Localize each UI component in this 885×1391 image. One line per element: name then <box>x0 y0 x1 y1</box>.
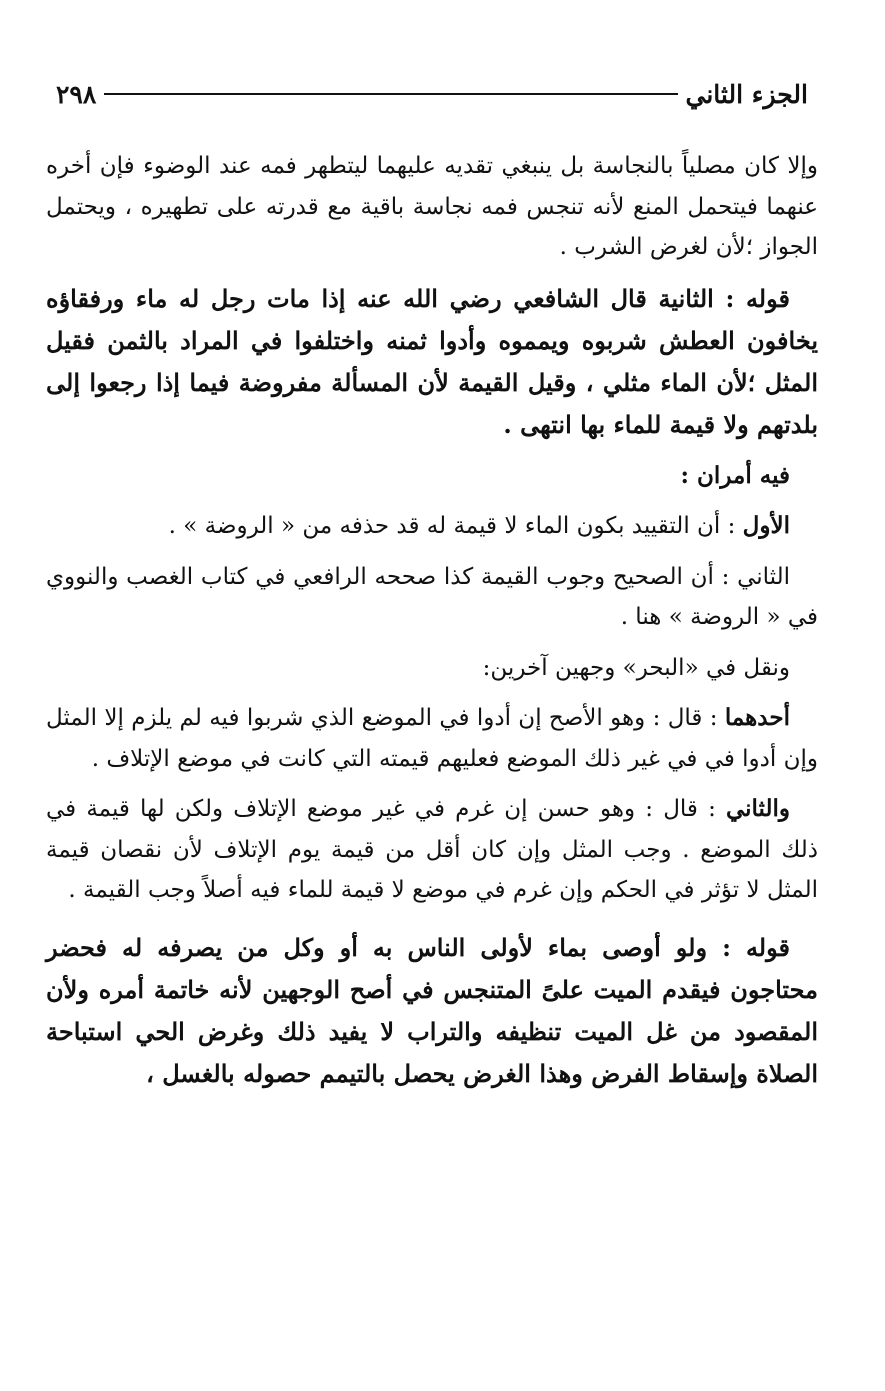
paragraph-lead: الأول <box>742 512 790 539</box>
paragraph-8 <box>46 789 818 911</box>
page-number: ٢٩٨ <box>56 79 97 109</box>
paragraph-6 <box>46 648 818 689</box>
paragraph-1 <box>46 146 818 268</box>
paragraph-7 <box>46 698 818 779</box>
page-body <box>46 146 818 1095</box>
paragraph-text: : قال : وهو حسن إن غرم في غير موضع الإتلاف ولكن لها قيمة في ذلك الموضع . وجب المثل وإن كان أقل من قيمة يوم الإتلاف لأن نقصان قيمة المثل لا تؤثر في الحكم وإن غرم في موضع لا قيمة للماء فيه أصلاً وجب القيمة . <box>46 796 818 903</box>
book-page <box>46 76 818 1105</box>
running-header <box>46 76 818 112</box>
paragraph-text: الثاني : أن الصحيح وجوب القيمة كذا صححه الرافعي في كتاب الغصب والنووي في « الروضة » هنا . <box>46 563 818 630</box>
paragraph-text: فيه أمران : <box>680 461 790 489</box>
paragraph-5 <box>46 557 818 638</box>
part-title: الجزء الثاني <box>685 79 808 109</box>
paragraph-lead: أحدهما <box>724 704 790 731</box>
quote-paragraph-2 <box>46 927 818 1095</box>
paragraph-text: قوله : الثانية قال الشافعي رضي الله عنه إذا مات رجل له ماء ورفقاؤه يخافون العطش شربوه ويمموه وأدوا ثمنه واختلفوا في المراد بالثمن فقيل المثل ؛لأن الماء مثلي ، وقيل القيمة لأن المسألة مفروضة فيما إذا رجعوا إلى بلدتهم ولا قيمة للماء بها انتهى . <box>46 283 818 439</box>
paragraph-text: : قال : وهو الأصح إن أدوا في الموضع الذي شربوا فيه لم يلزم إلا المثل وإن أدوا في في غير ذلك الموضع فعليهم قيمته التي كانت في موضع الإتلاف . <box>46 705 818 772</box>
paragraph-text: قوله : ولو أوصى بماء لأولى الناس به أو وكل من يصرفه له فحضر محتاجون فيقدم الميت علىً المتنجس في أصح الوجهين لأنه خاتمة أمره ولأن المقصود من غل الميت تنظيفه والتراب لا يفيد ذلك وغرض الحي استباحة الصلاة وإسقاط الفرض وهذا الغرض يحصل بالتيمم حصوله بالغسل ، <box>46 932 818 1088</box>
paragraph-text: : أن التقييد بكون الماء لا قيمة له قد حذفه من « الروضة » . <box>168 513 743 539</box>
header-rule <box>104 93 677 95</box>
paragraph-4 <box>46 506 818 547</box>
paragraph-lead: والثاني <box>725 795 790 822</box>
quote-paragraph-1 <box>46 278 818 446</box>
paragraph-text: وإلا كان مصلياً بالنجاسة بل ينبغي تقديه عليهما ليتطهر فمه عند الوضوء فإن أخره عنهما فيتحمل المنع لأنه تنجس فمه نجاسة باقية مع قدرته على تطهيره ، ويحتمل الجواز ؛لأن لغرض الشرب . <box>46 153 818 260</box>
paragraph-text: ونقل في «البحر» وجهين آخرين: <box>482 654 790 681</box>
paragraph-3 <box>46 456 818 497</box>
